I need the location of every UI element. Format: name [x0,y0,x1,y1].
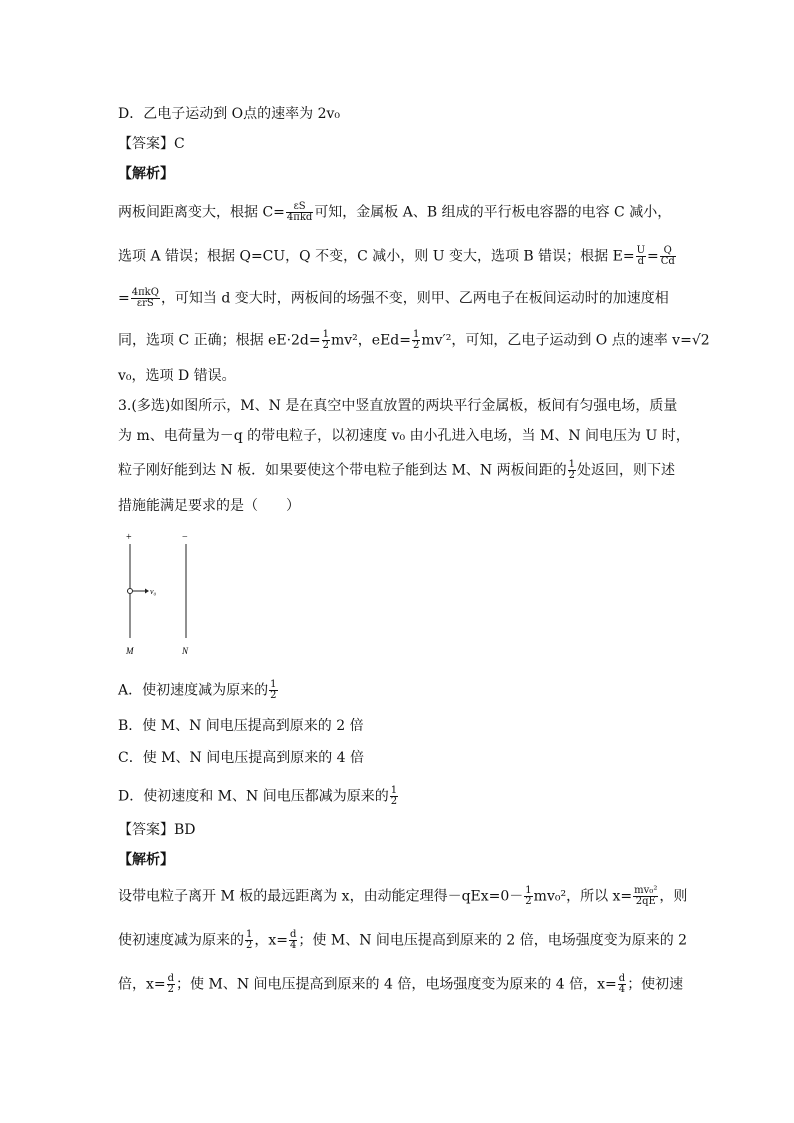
fraction: $\frac{d}{4}$ [618,973,626,995]
q2-analysis-line-3: = $\frac{\text{4πkQ}}{\text{εrS}}$ ，可知当 d 变大时，两板间的场强不变，则甲、乙两电子在板间运动时的加速度相 [118,287,669,309]
fraction: $\frac{d}{4}$ [290,929,297,951]
fraction: $\frac{Q}{Cd}$ [660,245,675,267]
q3-stem-line-1: 3.(多选)如图所示，M、N 是在真空中竖直放置的两块平行金属板，板间有匀强电场，质量 [118,398,678,414]
q3-analysis-line-3: 倍，x= $\frac{d}{2}$ ；使 M、N 间电压提高到原来的 4 倍，电场强度变为原来的 4 倍，x= $\frac{d}{4}$ ；使初速 [118,973,684,995]
fraction: $\frac{1}{2}$ [413,329,420,351]
q2-option-d: D．乙电子运动到 O点的速率为 2v₀ [118,106,341,122]
fraction: $\frac{\text{4πkQ}}{\text{εrS}}$ [131,287,159,309]
fraction: $\frac{1}{2}$ [270,679,277,701]
q3-stem-line-3: 粒子刚好能到达 N 板．如果要使这个带电粒子能到达 M、N 两板间距的 $\frac{1}{2}$ 处返回，则下述 [118,459,676,481]
label-m: M [126,646,134,656]
q3-analysis-line-2: 使初速度减为原来的 $\frac{1}{2}$ ，x= $\frac{d}{4}$ ；使 M、N 间电压提高到原来的 2 倍，电场强度变为原来的 2 [118,929,688,951]
parallel-plates-figure [118,530,208,660]
q3-stem-line-4: 措施能满足要求的是（ ） [118,498,300,514]
q2-analysis-line-2: 选项 A 错误；根据 Q=CU，Q 不变，C 减小，则 U 变大，选项 B 错误；根据 E= $\frac{U}{d}$ = $\frac{Q}{Cd}$ [118,245,675,267]
minus-sign: − [182,532,188,543]
q2-analysis-label: 【解析】 [118,166,174,182]
q3-stem-line-2: 为 m、电荷量为－q 的带电粒子，以初速度 v₀ 由小孔进入电场，当 M、N 间电压为 U 时， [118,428,690,444]
fraction: $\frac{1}{2}$ [322,329,329,351]
q3-option-b: B．使 M、N 间电压提高到原来的 2 倍 [118,718,364,734]
fraction: $\frac{\varepsilon S}{\text{4πkd}}$ [286,201,313,223]
fraction: $\frac{U}{d}$ [636,245,645,267]
q3-analysis-line-1: 设带电粒子离开 M 板的最远距离为 x，由动能定理得－qEx=0－ $\frac{1}{2}$ mv₀²，所以 x= $\frac{\text{mv₀²}}{2qE}$ ，则 [118,885,688,907]
fraction: $\frac{1}{2}$ [568,459,576,481]
q3-answer: 【答案】BD [118,822,196,838]
label-n: N [182,646,189,656]
fraction: $\frac{1}{2}$ [246,929,253,951]
charged-particle [128,589,133,594]
q2-analysis-line-4: 同，选项 C 正确；根据 eE·2d= $\frac{1}{2}$ mv²，eEd= $\frac{1}{2}$ mv′²，可知，乙电子运动到 O 点的速率 v=√2 [118,329,710,351]
q2-analysis-line-1: 两板间距离变大，根据 C= $\frac{\varepsilon S}{\text{4πkd}}$ 可知，金属板 A、B 组成的平行板电容器的电容 C 减小， [118,201,672,223]
q2-analysis-line-5: v₀，选项 D 错误。 [118,368,236,384]
fraction: $\frac{1}{2}$ [525,885,532,907]
q2-answer: 【答案】C [118,136,185,152]
q3-option-a: A．使初速度减为原来的 $\frac{1}{2}$ [118,679,277,701]
q3-option-d: D．使初速度和 M、N 间电压都减为原来的 $\frac{1}{2}$ [118,785,398,807]
fraction: $\frac{\text{mv₀²}}{2qE}$ [634,885,658,907]
q3-option-c: C．使 M、N 间电压提高到原来的 4 倍 [118,750,365,766]
fraction: $\frac{1}{2}$ [390,785,398,807]
velocity-label: v₀ [150,587,157,596]
velocity-arrowhead [145,589,149,594]
q3-analysis-label: 【解析】 [118,852,174,868]
plus-sign: + [126,532,132,543]
fraction: $\frac{d}{2}$ [167,973,175,995]
